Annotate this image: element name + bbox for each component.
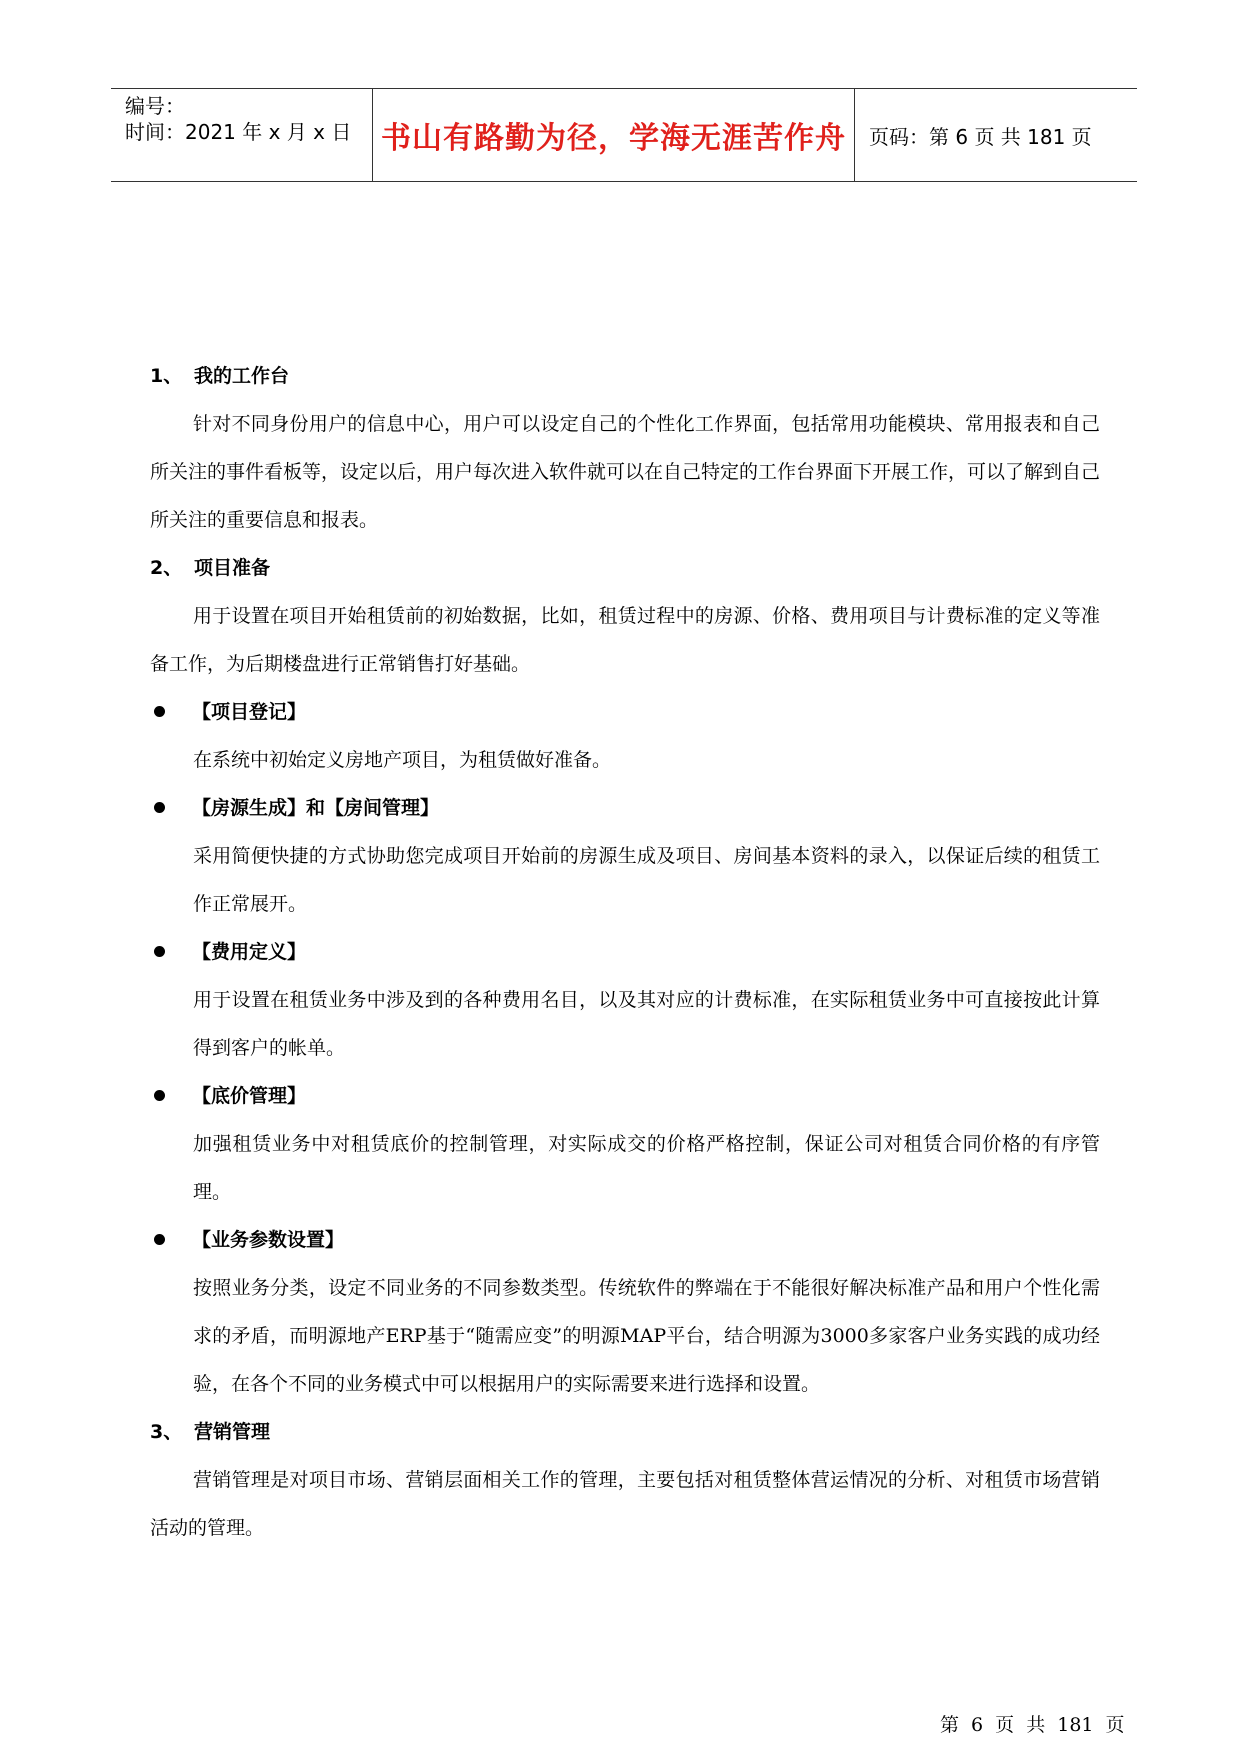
section-number: 1、: [150, 365, 183, 387]
bullet-paragraph: 采用简便快捷的方式协助您完成项目开始前的房源生成及项目、房间基本资料的录入，以保证后续的租赁工作正常展开。: [193, 845, 1100, 915]
section-number: 3、: [150, 1421, 183, 1443]
section-heading-2: [150, 544, 1100, 592]
section-paragraph-3: 营销管理是对项目市场、营销层面相关工作的管理，主要包括对租赁整体营运情况的分析、对租赁市场营销活动的管理。: [150, 1469, 1100, 1539]
section-paragraph-2: 用于设置在项目开始租赁前的初始数据，比如，租赁过程中的房源、价格、费用项目与计费标准的定义等准备工作，为后期楼盘进行正常销售打好基础。: [150, 605, 1100, 675]
bullet-item-floor-price: [150, 1072, 1100, 1120]
bullet-item-project-registration: [150, 688, 1100, 736]
bullet-paragraph: 按照业务分类，设定不同业务的不同参数类型。传统软件的弊端在于不能很好解决标准产品和用户个性化需求的矛盾，而明源地产ERP基于“随需应变”的明源MAP平台，结合明源为3000多家客户业务实践的成功经验，在各个不同的业务模式中可以根据用户的实际需要来进行选择和设置。: [193, 1277, 1100, 1395]
bullet-item-business-params: [150, 1216, 1100, 1264]
serial-label: 编号：: [125, 94, 185, 118]
bullet-title: 【业务参数设置】: [192, 1229, 345, 1251]
bullet-dot-icon: [154, 1234, 165, 1245]
bullet-title: 【底价管理】: [192, 1085, 307, 1107]
section-title: 营销管理: [194, 1421, 271, 1443]
bullet-title: 【费用定义】: [192, 941, 307, 963]
document-body: [150, 352, 1100, 1552]
bullet-title: 【项目登记】: [192, 701, 307, 723]
page-footer: 第 6 页 共 181 页: [940, 1714, 1125, 1736]
bullet-paragraph: 加强租赁业务中对租赁底价的控制管理，对实际成交的价格严格控制，保证公司对租赁合同价格的有序管理。: [193, 1133, 1100, 1203]
bullet-paragraph: 在系统中初始定义房地产项目，为租赁做好准备。: [193, 749, 612, 771]
section-title: 项目准备: [194, 557, 271, 579]
header-page-cell: [855, 89, 1137, 181]
bullet-dot-icon: [154, 1090, 165, 1101]
bullet-item-listing-generation: [150, 784, 1100, 832]
section-number: 2、: [150, 557, 183, 579]
section-heading-1: [150, 352, 1100, 400]
header-page-label: 页码：第 6 页 共 181 页: [869, 124, 1092, 149]
motto-text: 书山有路勤为径，学海无涯苦作舟: [381, 121, 846, 156]
bullet-title: 【房源生成】和【房间管理】: [192, 797, 440, 819]
time-label: 时间：2021 年 x 月 x 日: [125, 120, 352, 144]
header-motto-cell: [373, 89, 855, 181]
bullet-dot-icon: [154, 706, 165, 717]
bullet-dot-icon: [154, 802, 165, 813]
bullet-item-fee-definition: [150, 928, 1100, 976]
page-header: [111, 88, 1137, 182]
bullet-dot-icon: [154, 946, 165, 957]
header-left-cell: [111, 89, 373, 181]
section-title: 我的工作台: [194, 365, 290, 387]
section-paragraph-1: 针对不同身份用户的信息中心，用户可以设定自己的个性化工作界面，包括常用功能模块、常用报表和自己所关注的事件看板等，设定以后，用户每次进入软件就可以在自己特定的工作台界面下开展工作，可以了解到自己所关注的重要信息和报表。: [150, 413, 1101, 531]
bullet-paragraph: 用于设置在租赁业务中涉及到的各种费用名目，以及其对应的计费标准，在实际租赁业务中可直接按此计算得到客户的帐单。: [193, 989, 1100, 1059]
section-heading-3: [150, 1408, 1100, 1456]
